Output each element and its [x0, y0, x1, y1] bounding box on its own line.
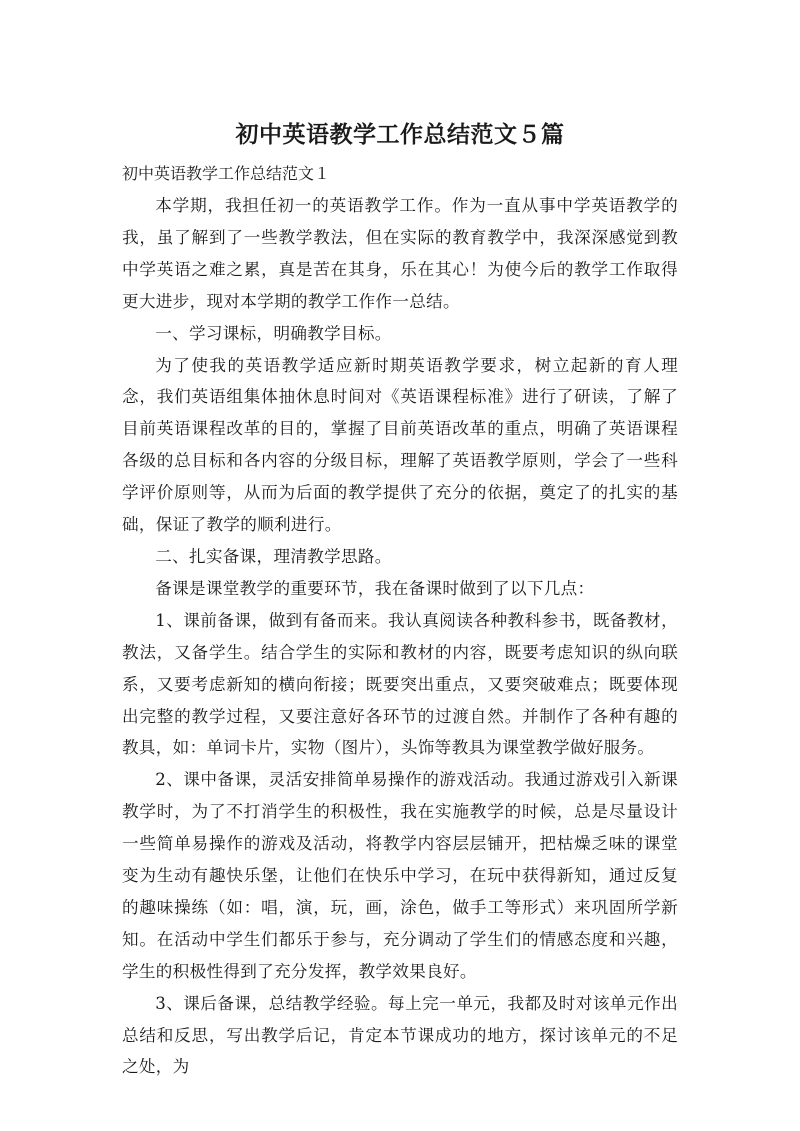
- document-subtitle: 初中英语教学工作总结范文１: [122, 164, 331, 183]
- paragraph-point-3: 3、课后备课，总结教学经验。每上完一单元，我都及时对该单元作出总结和反思，写出教学后记，肯定本节课成功的地方，探讨该单元的不足之处，为: [122, 993, 678, 1077]
- document-body: [122, 190, 678, 1083]
- paragraph-point-2: 2、课中备课，灵活安排简单易操作的游戏活动。我通过游戏引入新课教学时，为了不打消学生的积极性，我在实施教学的时候，总是尽量设计一些简单易操作的游戏及活动，将教学内容层层铺开，把枯燥乏味的课堂变为生动有趣快乐堡，让他们在快乐中学习，在玩中获得新知，通过反复的趣味操练（如：唱，演，玩，画，涂色，做手工等形式）来巩固所学新知。在活动中学生们都乐于参与，充分调动了学生们的情感态度和兴趣，学生的积极性得到了充分发挥，教学效果良好。: [122, 770, 678, 981]
- paragraph-lesson-prep: 备课是课堂教学的重要环节，我在备课时做到了以下几点：: [155, 578, 595, 598]
- paragraph-intro: 本学期，我担任初一的英语教学工作。作为一直从事中学英语教学的我，虽了解到了一些教学教法，但在实际的教育教学中，我深深感觉到教中学英语之难之累，真是苦在其身，乐在其心！为使今后的教学工作取得更大进步，现对本学期的教学工作作一总结。: [122, 196, 678, 311]
- paragraph-curriculum: 为了使我的英语教学适应新时期英语教学要求，树立起新的育人理念，我们英语组集体抽休息时间对《英语课程标准》进行了研读，了解了目前英语课程改革的目的，掌握了目前英语改革的重点，明确了英语课程各级的总目标和各内容的分级目标，理解了英语教学原则，学会了一些科学评价原则等，从而为后面的教学提供了充分的依据，奠定了的扎实的基础，保证了教学的顺利进行。: [122, 355, 678, 535]
- paragraph-point-1: 1、课前备课，做到有备而来。我认真阅读各种教科参书，既备教材，教法，又备学生。结合学生的实际和教材的内容，既要考虑知识的纵向联系，又要考虑新知的横向衔接；既要突出重点，又要突破难点；既要体现出完整的教学过程，又要注意好各环节的过渡自然。并制作了各种有趣的教具，如：单词卡片，实物（图片），头饰等教具为课堂教学做好服务。: [122, 610, 678, 758]
- document-title: 初中英语教学工作总结范文５篇: [235, 122, 565, 148]
- section-heading-1: 一、学习课标，明确教学目标。: [155, 323, 392, 343]
- section-heading-2: 二、扎实备课，理清教学思路。: [155, 546, 392, 566]
